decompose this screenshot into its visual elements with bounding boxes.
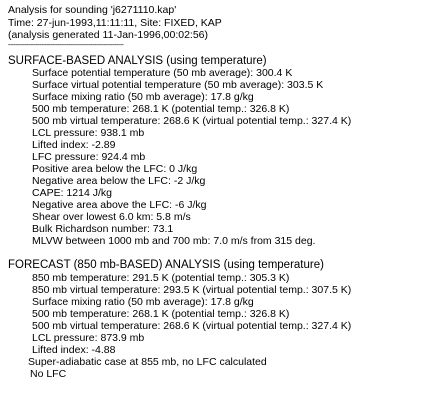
surface-line: Bulk Richardson number: 73.1 (32, 223, 174, 235)
header-divider: --------------------------------------------------------------- (8, 41, 124, 49)
surface-line: MLVW between 1000 mb and 700 mb: 7.0 m/s from 315 deg. (32, 235, 316, 247)
sounding-analysis-report (8, 4, 442, 380)
surface-line: 500 mb temperature: 268.1 K (potential temp.: 326.8 K) (32, 103, 290, 115)
forecast-line: Surface mixing ratio (50 mb average): 17.8 g/kg (32, 295, 254, 308)
surface-line: Positive area below the LFC: 0 J/kg (32, 163, 198, 175)
surface-line: Negative area above the LFC: -6 J/kg (32, 199, 207, 211)
report-header (8, 4, 442, 49)
surface-line: Surface potential temperature (50 mb average): 300.4 K (32, 67, 293, 79)
surface-line: Lifted index: -2.89 (32, 139, 116, 151)
surface-line: LFC pressure: 924.4 mb (32, 151, 146, 163)
surface-line: Surface virtual potential temperature (50 mb average): 303.5 K (32, 79, 324, 91)
forecast-line: Lifted index: -4.88 (32, 343, 116, 356)
surface-section (8, 55, 442, 248)
report-title: Analysis for sounding 'j6271110.kap' (8, 4, 177, 16)
surface-section-title: SURFACE-BASED ANALYSIS (using temperature) (8, 54, 267, 67)
surface-line: LCL pressure: 938.1 mb (32, 127, 145, 139)
surface-line: CAPE: 1214 J/kg (32, 187, 112, 199)
forecast-line: 850 mb temperature: 291.5 K (potential temp.: 305.3 K) (32, 271, 290, 284)
forecast-section-title: FORECAST (850 mb-BASED) ANALYSIS (using temperature) (8, 259, 324, 271)
surface-line: Surface mixing ratio (50 mb average): 17.8 g/kg (32, 91, 254, 103)
surface-line: Negative area below the LFC: -2 J/kg (32, 175, 206, 187)
forecast-note-super-adiabatic: Super-adiabatic case at 855 mb, no LFC calculated (28, 355, 267, 368)
forecast-note-no-lfc: No LFC (30, 367, 67, 380)
forecast-line: 500 mb temperature: 268.1 K (potential temp.: 326.8 K) (32, 307, 290, 320)
forecast-line: 850 mb virtual temperature: 293.5 K (virtual potential temp.: 307.5 K) (32, 283, 352, 296)
forecast-section (8, 259, 442, 380)
surface-line: Shear over lowest 6.0 km: 5.8 m/s (32, 211, 191, 223)
forecast-line: 500 mb virtual temperature: 268.6 K (virtual potential temp.: 327.4 K) (32, 319, 352, 332)
forecast-line: LCL pressure: 873.9 mb (32, 331, 145, 344)
report-generated: (analysis generated 11-Jan-1996,00:02:56) (8, 29, 209, 41)
surface-line: 500 mb virtual temperature: 268.6 K (virtual potential temp.: 327.4 K) (32, 115, 352, 127)
report-time-site: Time: 27-jun-1993,11:11:11, Site: FIXED, KAP (8, 16, 222, 29)
